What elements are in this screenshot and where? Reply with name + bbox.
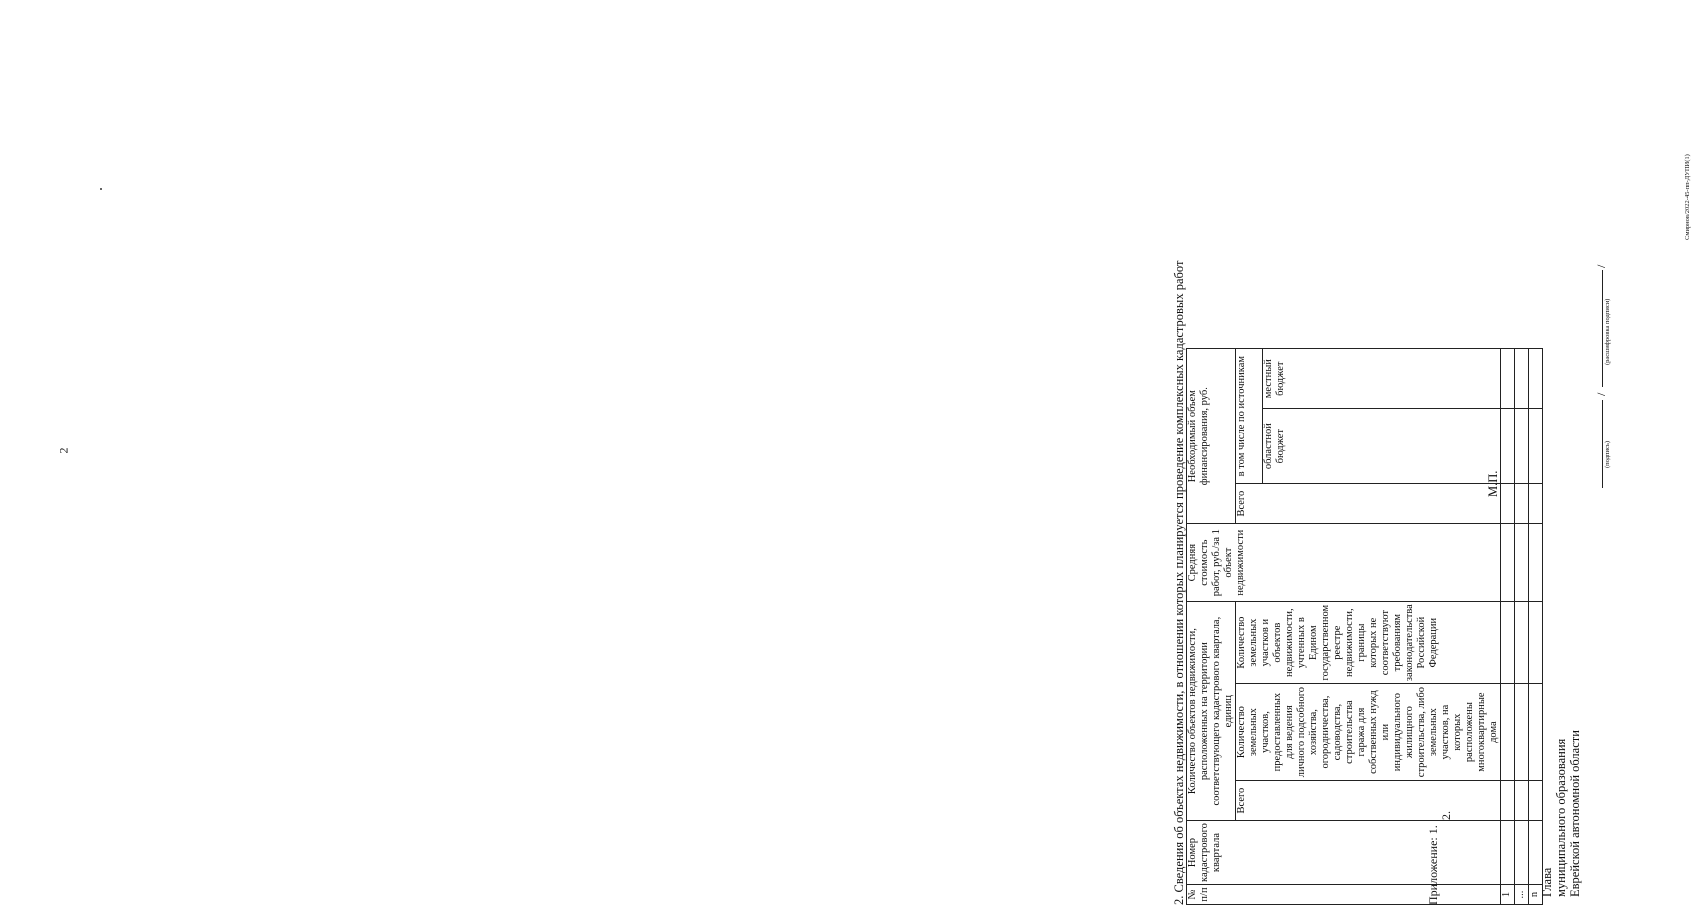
real-estate-table (1186, 348, 1543, 905)
head-line-3: Еврейской автономной области (1568, 730, 1582, 897)
appendix-label: Приложение: 1. (1426, 825, 1440, 905)
header-total: Всего (1236, 781, 1501, 821)
row-number: ... (1515, 885, 1529, 905)
section-title: 2. Сведения об объектах недвижимости, в отношении которых планируется проведение комплексных кадастровых работ (1172, 260, 1186, 905)
header-regional: областной бюджет (1263, 409, 1501, 484)
header-local: местный бюджет (1263, 349, 1501, 409)
page-number: 2 (56, 447, 71, 454)
head-title (1540, 730, 1582, 897)
table-row (1501, 349, 1515, 905)
rotated-page-content (640, 65, 1691, 905)
speck (100, 188, 102, 190)
header-registered: Количество земельных участков и объектов недвижимости, учтенных в Едином государственном реестре недвижимости, границы которых не соответствуют требованиям законодательства Российской Федерации (1236, 602, 1501, 684)
header-quarter: Номер кадастрового квартала (1187, 821, 1501, 885)
decode-caption: (расшифровка подписи) (1604, 298, 1611, 365)
header-sources-group: в том числе по источникам (1236, 349, 1263, 484)
row-number: n (1529, 885, 1543, 905)
header-fin-total: Всего (1236, 484, 1501, 524)
stamp-place: М.П. (1486, 470, 1500, 497)
header-land-plots: Количество земельных участков, предоставленных для ведения личного подсобного хозяйства, огородничества, садоводства, строительства гаража для собственных нужд или индивидуального жилищного строительства, либо земельных участков, на которых расположены многоквартирные дома (1236, 684, 1501, 781)
slash-left: / (1594, 392, 1608, 396)
header-no: № п/п (1187, 885, 1501, 905)
head-line-2: муниципального образования (1554, 738, 1568, 897)
signature-caption: (подпись) (1604, 441, 1611, 468)
header-finance-group: Необходимый объем финансирования, руб. (1187, 349, 1236, 524)
slash-right: / (1594, 264, 1608, 268)
row-number: 1 (1501, 885, 1515, 905)
document-footer: Смирнов/2022-45-пп-ДУПИ(1) (1684, 154, 1691, 240)
header-avg-cost: Средняя стоимость работ, руб./за 1 объект недвижимости (1187, 524, 1501, 602)
decode-line (1602, 270, 1603, 387)
header-objects-group: Количество объектов недвижимости, расположенных на территории соответствующего кадастрового квартала, единиц (1187, 602, 1236, 821)
appendix-item-2: 2. (1439, 811, 1453, 820)
head-line-1: Глава (1540, 867, 1554, 897)
table-row (1515, 349, 1529, 905)
signature-line (1602, 400, 1603, 488)
